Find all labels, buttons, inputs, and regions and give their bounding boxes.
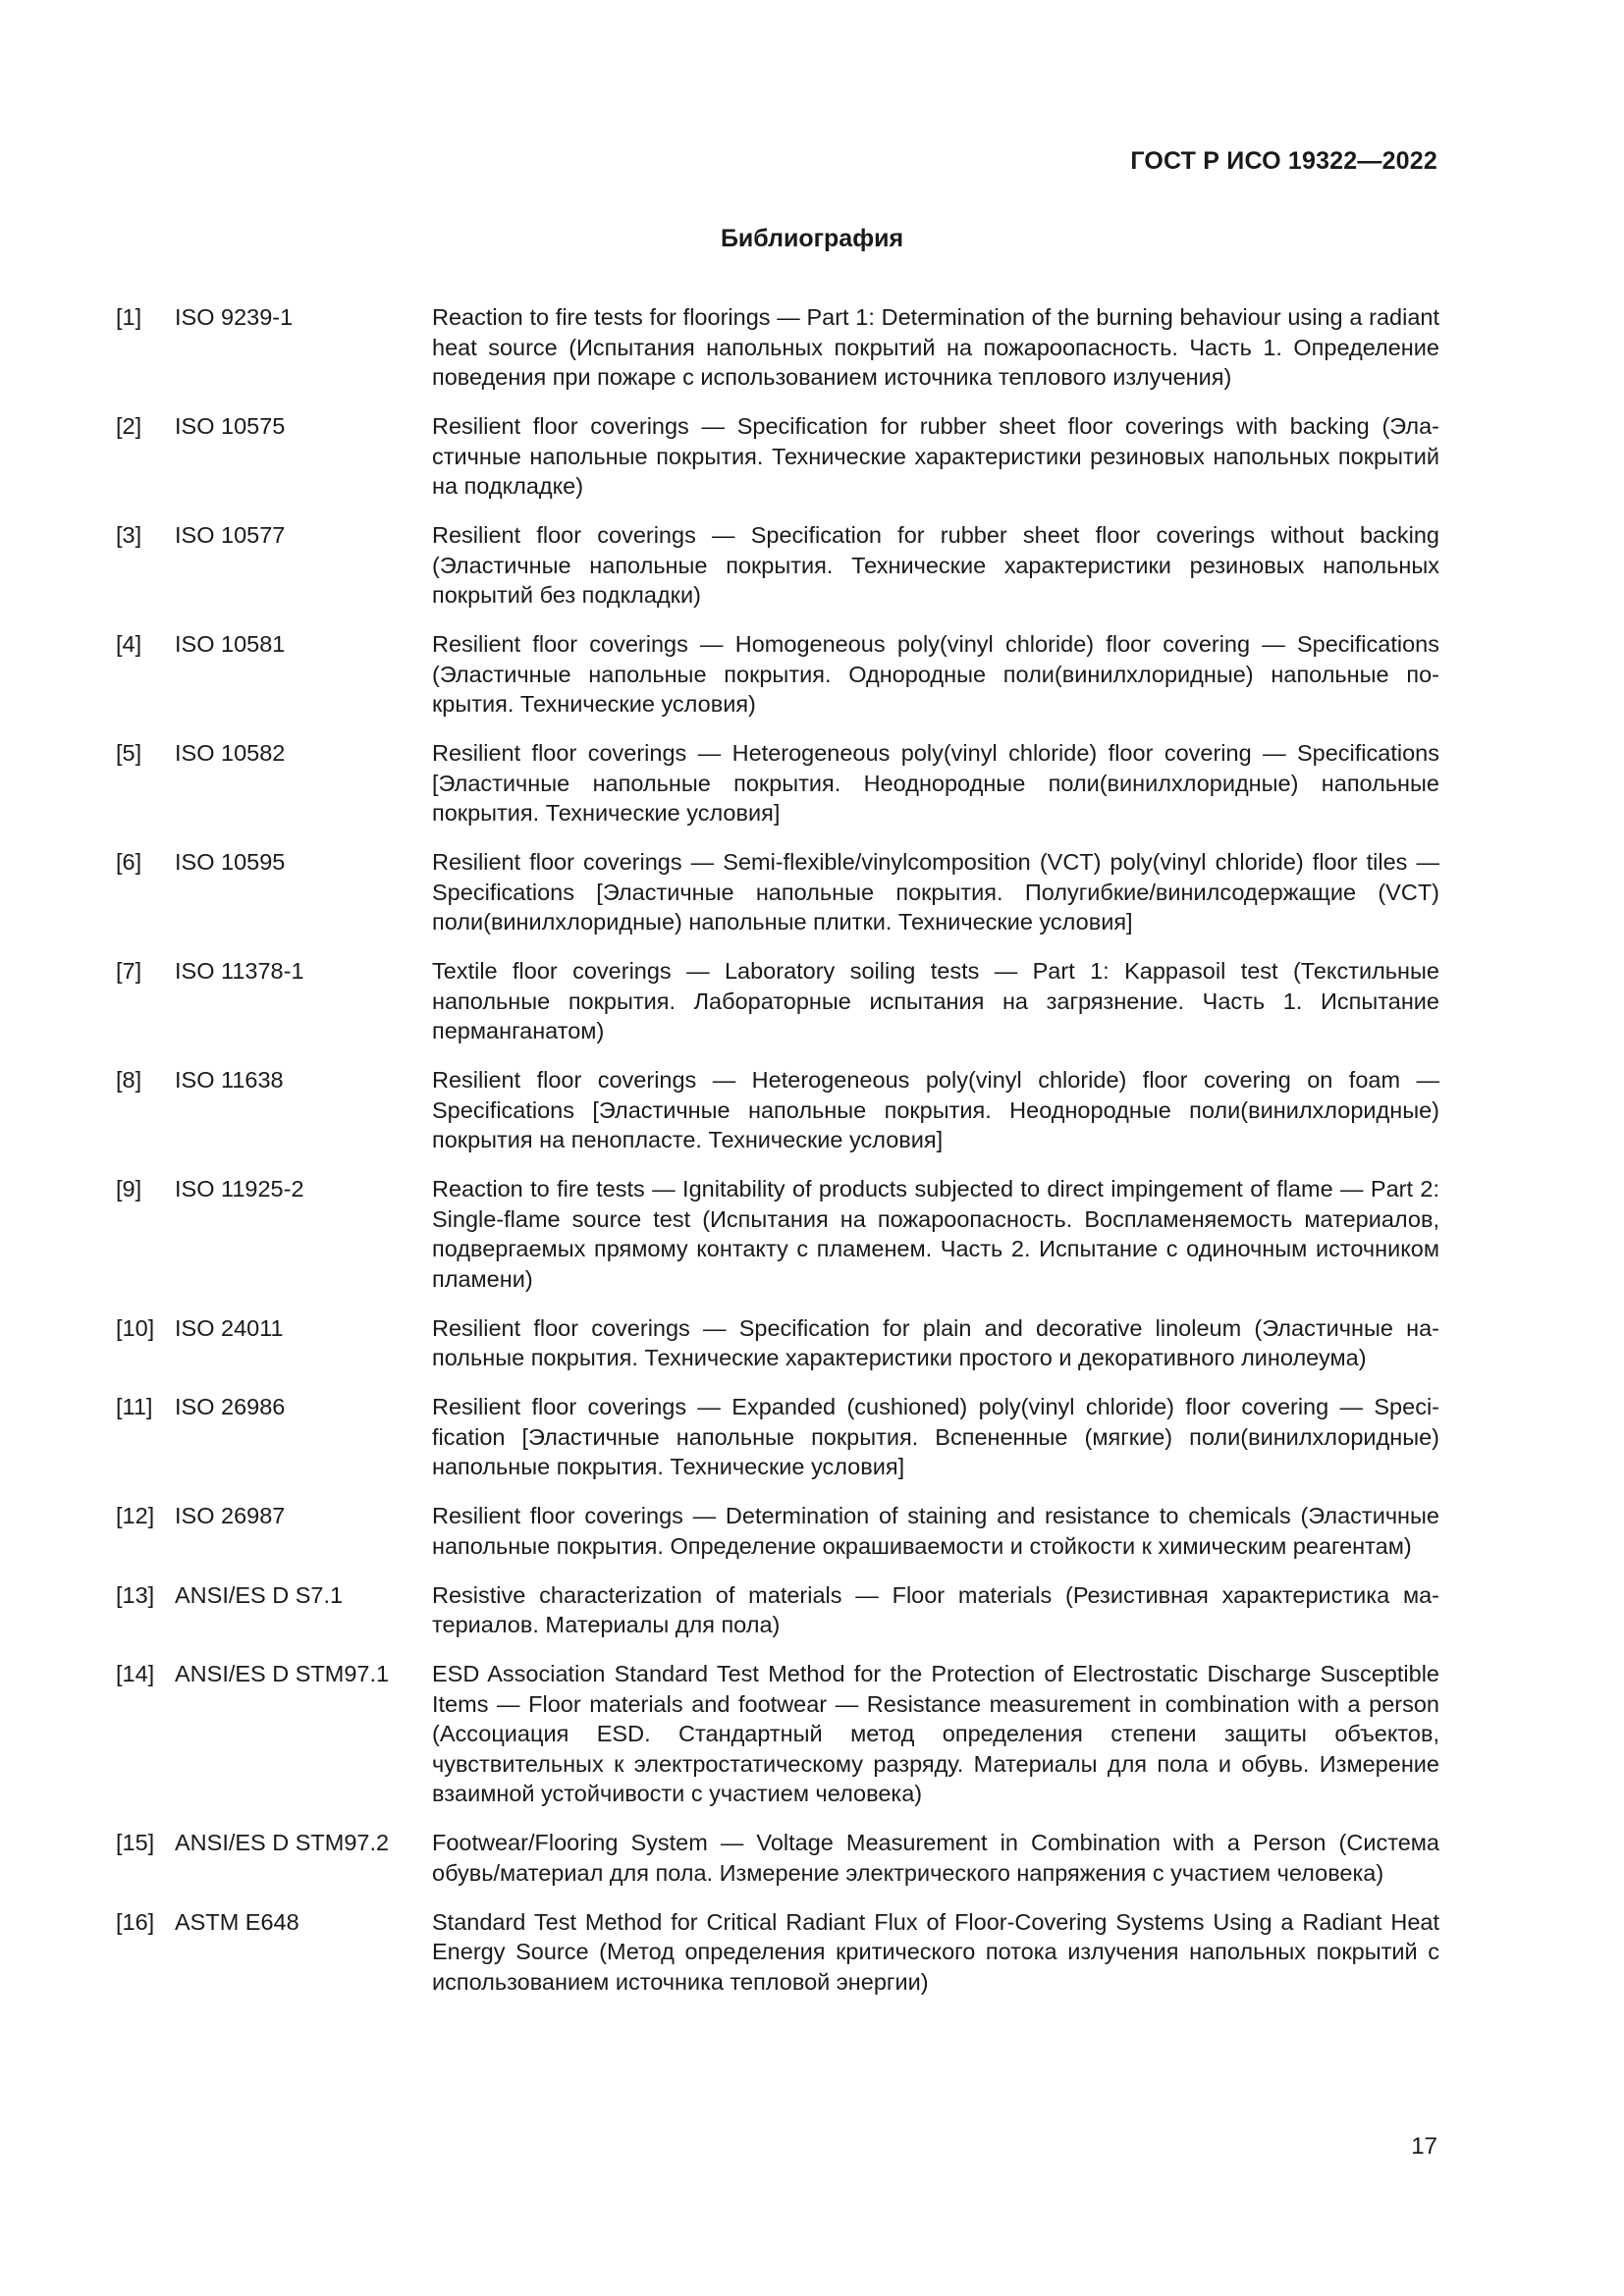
entry-number: [16] [116,1908,155,1935]
standard-designation: ГОСТ Р ИСО 19322—2022 [1130,147,1437,175]
entry-standard-code: ISO 10581 [175,631,286,657]
entry-title: Resilient floor coverings — Homogeneous poly(vinyl chloride) floor covering — Specifications (Эластичные напольные покрытия. Однородные поли(винилхлоридные) напольные покрытия. Технические условия) [432,631,1439,717]
entry-title: Resilient floor coverings — Specification for rubber sheet floor coverings with backing (Эластичные напольные покрытия. Технические характеристики резиновых напольных покрытий на подкладке) [432,413,1439,499]
entry-title: Reaction to fire tests — Ignitability of products subjected to direct impingement of flame — Part 2: Single-flame source test (Испытания на пожароопасность. Воспламеняемость материалов, подвергаемых прямому контакту с пламенем. Часть 2. Испытание с одиночным источником пламени) [432,1176,1439,1292]
entry-standard-code: ISO 11378-1 [175,958,304,984]
entry-number: [9] [116,1176,142,1201]
entry-standard-code: ISO 24011 [175,1314,284,1341]
bibliography-entry [116,1501,1439,1561]
entry-title: Resilient floor coverings — Determination of staining and resistance to chemicals (Эластичные напольные покрытия. Определение окрашиваемости и стойкости к химическим реагентам) [432,1503,1439,1559]
page-title: Библиография [720,225,904,252]
entry-standard-code: ANSI/ES D S7.1 [175,1581,344,1608]
bibliography-entry [116,1313,1439,1373]
entry-number: [10] [116,1314,155,1341]
entry-number: [11] [116,1394,153,1419]
bibliography-entry [116,1580,1439,1640]
page-number: 17 [1411,2133,1437,2160]
entry-title: Resilient floor coverings — Expanded (cushioned) poly(vinyl chloride) floor covering — Specification [Эластичные напольные покрытия. Вспененные (мягкие) поли(винилхлоридные) напольные покрытия. Технические условия] [432,1394,1439,1479]
entry-title: ESD Association Standard Test Method for the Protection of Electrostatic Discharge Susceptible Items — Floor materials and footwear — Resistance measurement in combination with a person (Ассоциация ESD. Стандартный метод определения степени защиты объектов, чувствительных к электростатическому разряду. Материалы для пола и обувь. Измерение взаимной устойчивости с участием человека) [432,1661,1439,1806]
entry-standard-code: ISO 11638 [175,1067,284,1093]
entry-standard-code: ASTM E648 [175,1908,299,1935]
entry-number: [5] [116,740,142,766]
entry-title: Resilient floor coverings — Specification for plain and decorative linoleum (Эластичные напольные покрытия. Технические характеристики простого и декоративного линолеума) [432,1314,1439,1370]
entry-number: [13] [116,1581,155,1608]
bibliography-entry [116,1392,1439,1482]
bibliography-list [116,302,1439,2016]
entry-standard-code: ANSI/ES D STM97.1 [175,1661,390,1686]
entry-number: [6] [116,849,142,875]
entry-title: Footwear/Flooring System — Voltage Measurement in Combination with a Person (Система обувь/материал для пола. Измерение электрического напряжения с участием человека) [432,1830,1439,1886]
bibliography-entry [116,1065,1439,1155]
bibliography-entry [116,629,1439,720]
entry-title: Resilient floor coverings — Semi-flexible/vinylcomposition (VCT) poly(vinyl chloride) floor tiles — Specifications [Эластичные напольные покрытия. Полугибкие/винилсодержащие (VCT) поли(винилхлоридные) напольные плитки. Технические условия] [432,849,1439,934]
entry-number: [2] [116,413,142,439]
entry-standard-code: ISO 10577 [175,522,286,548]
entry-title: Standard Test Method for Critical Radiant Flux of Floor-Covering Systems Using a Radiant Heat Energy Source (Метод определения критического потока излучения напольных покрытий с использованием источника тепловой энергии) [432,1908,1439,1995]
entry-number: [14] [116,1661,155,1686]
entry-title: Resistive characterization of materials — Floor materials (Резистивная характеристика материалов. Материалы для пола) [432,1581,1439,1637]
entry-number: [3] [116,522,142,548]
entry-standard-code: ISO 26987 [175,1503,286,1528]
bibliography-entry [116,520,1439,611]
entry-title: Resilient floor coverings — Heterogeneous poly(vinyl chloride) floor covering on foam — Specifications [Эластичные напольные покрытия. Неоднородные поли(винилхлоридные) покрытия на пенопласте. Технические условия] [432,1067,1439,1152]
entry-title: Textile floor coverings — Laboratory soiling tests — Part 1: Kappasoil test (Текстильные напольные покрытия. Лабораторные испытания на загрязнение. Часть 1. Испытание перманганатом) [432,958,1439,1043]
entry-standard-code: ISO 10575 [175,413,286,439]
bibliography-entry [116,1174,1439,1294]
entry-standard-code: ISO 10595 [175,849,286,875]
entry-standard-code: ISO 10582 [175,740,286,766]
entry-title: Resilient floor coverings — Specification for rubber sheet floor coverings without backing (Эластичные напольные покрытия. Технические характеристики резиновых напольных покрытий без подкладки) [432,522,1439,608]
entry-number: [12] [116,1503,155,1528]
entry-standard-code: ISO 9239-1 [175,304,294,330]
entry-standard-code: ISO 26986 [175,1394,286,1419]
entry-title: Reaction to fire tests for floorings — Part 1: Determination of the burning behaviour using a radiant heat source (Испытания напольных покрытий на пожароопасность. Часть 1. Определение поведения при пожаре с использованием источника теплового излучения) [432,304,1439,390]
bibliography-entry [116,302,1439,393]
entry-standard-code: ISO 11925-2 [175,1176,304,1201]
entry-number: [8] [116,1067,142,1093]
bibliography-entry [116,1828,1439,1888]
bibliography-entry [116,1659,1439,1809]
entry-number: [7] [116,958,142,984]
bibliography-entry [116,411,1439,502]
entry-standard-code: ANSI/ES D STM97.2 [175,1830,390,1855]
bibliography-entry [116,738,1439,828]
entry-number: [4] [116,631,142,657]
entry-number: [1] [116,304,142,330]
entry-number: [15] [116,1830,155,1855]
bibliography-entry [116,956,1439,1046]
bibliography-entry [116,847,1439,937]
bibliography-entry [116,1907,1439,1998]
entry-title: Resilient floor coverings — Heterogeneous poly(vinyl chloride) floor covering — Specifications [Эластичные напольные покрытия. Неоднородные поли(винилхлоридные) напольные покрытия. Технические условия] [432,740,1439,826]
